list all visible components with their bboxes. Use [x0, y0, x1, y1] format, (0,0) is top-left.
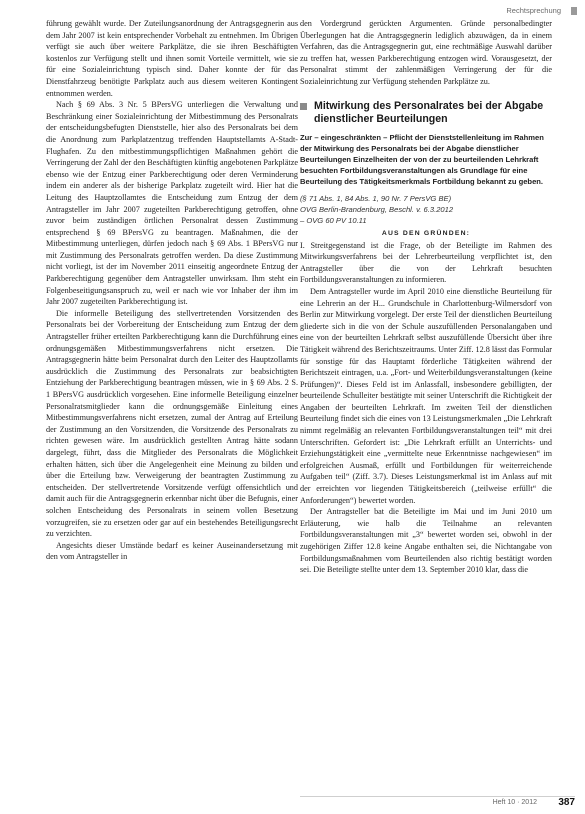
left-column: [46, 18, 298, 774]
section-label: Rechtsprechung: [506, 6, 561, 15]
lead-summary: Zur – eingeschränkten – Pflicht der Dienststellenleitung im Rahmen der Mitwirkung des Personalrats bei der Abgabe dienstlicher Beurteilungen Einzelheiten der von der zu beurteilenden Lehrkraft besuchten Fortbildungsveranstaltungen als Grundlage für eine Beurteilung des Tätigkeitsmerkmals Fortbildung bekannt zu geben.: [300, 132, 544, 186]
citation-line: (§ 71 Abs. 1, 84 Abs. 1, 90 Nr. 7 PersVG BE): [300, 193, 452, 203]
heading-bullet-icon: [300, 103, 307, 110]
body-paragraph: Angesichts dieser Umstände bedarf es keiner Auseinandersetzung mit den vom Antragsteller in: [46, 540, 298, 562]
page-footer: [300, 796, 575, 810]
page-number: 387: [558, 797, 575, 808]
heading-text: Mitwirkung des Personalrates bei der Abgabe dienstlicher Beurteilungen: [314, 99, 544, 125]
citation-block: [300, 193, 552, 226]
body-paragraph: I. Streitgegenstand ist die Frage, ob der Beteiligte im Rahmen des Mitwirkungsverfahrens bei der Lehrerbeurteilung verpflichtet ist, den Antragsteller über die von der Lehrkraft besuchten Fortbildungsveranstaltungen zu informieren.: [300, 240, 552, 285]
body-paragraph: Der Antragsteller bat die Beteiligte im Mai und im Juni 2010 um Erläuterung, wie halb die Teilnahme an relevanten Fortbildungsveranstaltungen mit „3“ bewertet worden sei, obwohl in der zugehörigen Ziffer 12.8 keine Angabe enthalten sei, die Nichtangabe von Fortbildungsmaßnahmen vom Beurteilenden also richtig bestätigt worden sei. Die Beteiligte stellte unter dem 13. September 2010 klar, dass die: [300, 507, 552, 575]
body-paragraph: Nach § 69 Abs. 3 Nr. 5 BPersVG unterliegen die Verwaltung und Beschränkung einer Sozialeinrichtung der Mitbestimmung des Personalrats der entscheidungsbefugten Dienststelle, hier also des Personalrats bei dem die Anordnung zum Parkplatzentzug treffenden Hauptstellamts A-Stadt-Flughafen. Zu den mitbestimmungspflichtigen Maßnahmen gehört die Verringerung der Zahl der den Beschäftigten künftig angebotenen Parkplätze ebenso wie der Entzug einer Parkberechtigung oder deren Verminderung indem ein anderer als der bisherige Parkplatz zugeteilt wird. Hier hat die Leitung des Hauptzollamtes die Entscheidung zum Entzug der dem Antragsteller im Jahr 2007 zugeteilten Parkberechtigung getroffen, ohne zuvor beim zuständigen örtlichen Personalrat dessen Zustimmung entsprechend § 69 BPersVG zu beantragen. Maßnahmen, die der Mitbestimmung unterliegen, dürfen jedoch nach § 69 Abs. 1 BPersVG nur mit Zustimmung des Personalrats getroffen werden. Da diese Zustimmung nicht vorliegt, ist der im November 2011 einseitig angeordnete Entzug der Parkberechtigung gegenüber dem Antragsteller unwirksam. Ihm steht ein Folgenbeseitigungsanspruch zu, weil er nach wie vor Inhaber der ihm im Jahr 2007 zugeteilten Parkberechtigung ist.: [46, 100, 298, 307]
body-paragraph: führung gewählt wurde. Der Zuteilungsanordnung der Antragsgegnerin aus dem Jahr 2007 ist kein entsprechender Vorbehalt zu entnehmen. Im Übrigen verfügt sie auch über weitere Parkplätze, die sie ihren Beschäftigten kostenlos zur Verfügung stellt und ihnen somit Vorteile vermittelt, wie sie für eine Sozialeinrichtung typisch sind. Daher konnte der für das Dienstfahrzeug benötigte Parkplatz auch aus diesem weiteren Kontingent entnommen werden.: [46, 19, 298, 98]
body-paragraph: Dem Antragsteller wurde im April 2010 eine dienstliche Beurteilung für eine Lehrerin an der H... Grundschule in Charlottenburg-Wilmersdorf von Berlin zur Mitwirkung vorgelegt. Der erste Teil der dienstlichen Beurteilung gliederte sich in die von der Schule auszufüllenden Personalangaben und eine von der beurteilten Lehrkraft selbst auszufüllende Übersicht über ihre Tätigkeit während des Berichtszeitraums. Unter Ziff. 12.8 lässt das Formular für sonstige für das Hauptamt förderliche Tätigkeiten während der Berichtszeit eintragen, u.a. „Fort- und Weiterbildungsveranstaltungen (keine Prüfungen)“. Dieses Feld ist im Anlassfall, insbesondere gebilligten, der beurteilende Schulleiter bestätigte mit seiner Unterschrift die Richtigkeit der Angaben der beurteilten Lehrkraft. Im zweiten Teil der dienstlichen Beurteilung findet sich die eines von 13 Leistungsmerkmalen „Die Lehrkraft nimmt regelmäßig an relevanten Fortbildungsveranstaltungen teil“ mit drei Unterschriften. Gefordert ist: „Die Lehrkraft erfüllt an Unterrichts- und Erziehungstätigkeit eine „vermittelte neue Erkenntnisse nachgewiesen“ im erfolgreichen Ausmaß, erfüllt und Fortbildungen für weiterreichende Aufgaben teil“ (Ziff. 3.7). Dieses Leistungsmerkmal ist im Anlass auf mit der erreichten vor liegenden Tätigkeitsbereich („teilweise erfüllt“ die Anforderungen“) bewertet worden.: [300, 286, 552, 505]
section-marker: [571, 7, 577, 15]
right-intro-paragraph: den Vordergrund gerückten Argumenten. Gründe personalbedingter Überlegungen hat die Antragsgegnerin lediglich abzuwägen, da in einem Verfahren, das die Antragsgegnerin gut, eine rechtmäßige Auswahl darüber zu treffen hat, wessen Parkberechtigung entzogen wird. Vorausgesetzt, der Personalrat stimmt der zahlenmäßigen Verringerung der für die Sozialeinrichtung zur Verfügung stehenden Parkplätze zu.: [300, 19, 552, 86]
article-heading: [300, 100, 552, 126]
right-column: [300, 18, 552, 774]
issue-label: Heft 10 · 2012: [492, 799, 537, 806]
reasons-heading: AUS DEN GRÜNDEN:: [381, 229, 471, 237]
body-paragraph: Die informelle Beteiligung des stellvertretenden Vorsitzenden des Personalrats bei der Vorbereitung der Entscheidung zum Entzug der dem Antragsteller früher erteilten Parkberechtigung kann die Durchführung eines ordnungsgemäßen Mitbestimmungsverfahrens nicht ersetzen. Die Antragsgegnerin hätte beim Personalrat durch den Leiter des Hauptzollamts ausdrücklich die Zustimmung des Personalrats zur beabsichtigten Entziehung der Parkberechtigung beantragen müssen, wie in § 69 Abs. 2 S. 1 BPersVG ausdrücklich vorgesehen. Eine informelle Beteiligung einzelner Personalratsmitglieder kann die ordnungsgemäße Einleitung eines Mitbestimmungsverfahrens nicht ersetzen, zumal der Antrag auf Erteilung der Zustimmung an den Vorsitzenden, die Vorsitzende des Personalrats zu richten gewesen wäre. Im ausdrücklich gestellten Antrag hätte sodann dargelegt, führt, dass die Mitglieder des Personalrats die Möglichkeit erhalten hätten, sich über die Angelegenheit eine Meinung zu bilden und über die Erteilung bzw. Verweigerung der beantragten Zustimmung zu entscheiden. Der stellvertretende Vorsitzende verfügt offensichtlich und damit auch für die Antragsgegnerin erkennbar nicht über die Befugnis, einer solchen Entscheidung des Personalrats in seinem vollen Besetzung vorzugreifen, sie zu ersetzen oder gar auf ein bestehendes Beteiligungsrecht zu verzichten.: [46, 308, 298, 539]
citation-line: – OVG 60 PV 10.11: [300, 215, 367, 225]
footer-rule: [300, 796, 575, 797]
citation-line: OVG Berlin-Brandenburg, Beschl. v. 6.3.2012: [300, 204, 454, 214]
right-paragraphs: [300, 240, 552, 576]
